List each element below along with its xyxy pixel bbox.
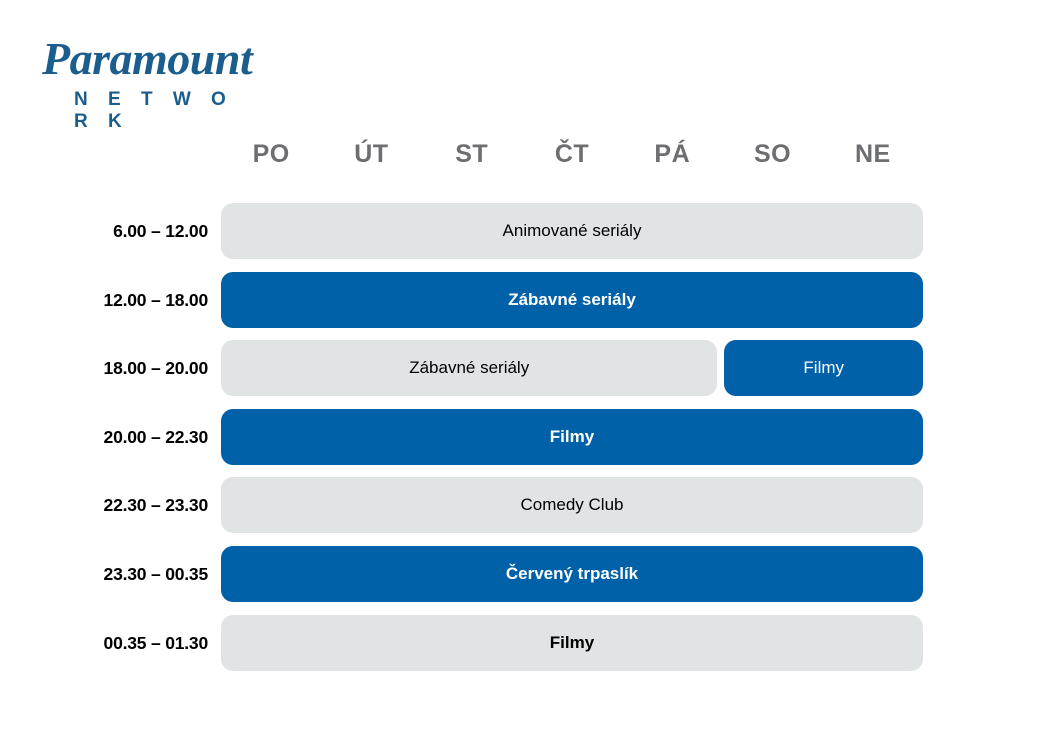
schedule-row [0,197,1040,266]
program-label: Animované seriály [502,221,642,240]
program-bars [221,197,923,266]
day-header-pá: PÁ [654,140,691,168]
program-block[interactable] [221,615,923,671]
time-slot-label: 12.00 – 18.00 [103,289,208,310]
day-header-ne: NE [854,140,891,168]
paramount-network-logo [38,33,253,132]
program-block[interactable] [221,546,923,602]
program-bars [221,609,923,678]
time-slot-label: 23.30 – 00.35 [103,563,208,584]
day-header-so: SO [753,140,792,168]
program-label: Comedy Club [520,495,624,515]
program-block[interactable] [221,477,923,533]
program-block[interactable] [221,272,923,328]
schedule-row [0,471,1040,540]
day-header-út: ÚT [354,140,389,168]
time-slot-label: 18.00 – 20.00 [103,358,208,379]
program-label: Filmy [549,426,595,446]
schedule-grid [0,197,1040,677]
schedule-row [0,403,1040,472]
day-header-row [221,134,923,174]
program-block[interactable] [724,340,923,396]
program-bars [221,403,923,472]
logo-subtitle: N E T W O R K [74,89,234,132]
program-bars [221,540,923,609]
time-slot-label: 00.35 – 01.30 [103,632,208,653]
day-header-čt: ČT [554,140,590,168]
program-block[interactable] [221,340,717,396]
program-label: Zábavné seriály [409,358,530,378]
schedule-row [0,266,1040,335]
time-slot-label: 20.00 – 22.30 [103,426,208,447]
logo-wordmark: Paramount [42,33,253,84]
time-slot-label: 6.00 – 12.00 [113,221,208,241]
program-label: Filmy [803,358,845,378]
program-bars [221,266,923,335]
program-label: Červený trpaslík [505,563,639,583]
program-block[interactable] [221,203,923,259]
program-label: Filmy [549,632,595,652]
program-label: Zábavné seriály [508,289,636,309]
day-header-po: PO [252,140,290,168]
schedule-row [0,540,1040,609]
program-bars [221,334,923,403]
schedule-row [0,334,1040,403]
schedule-row [0,609,1040,678]
program-bars [221,471,923,540]
program-block[interactable] [221,409,923,465]
day-header-st: ST [455,140,489,168]
time-slot-label: 22.30 – 23.30 [103,495,208,516]
